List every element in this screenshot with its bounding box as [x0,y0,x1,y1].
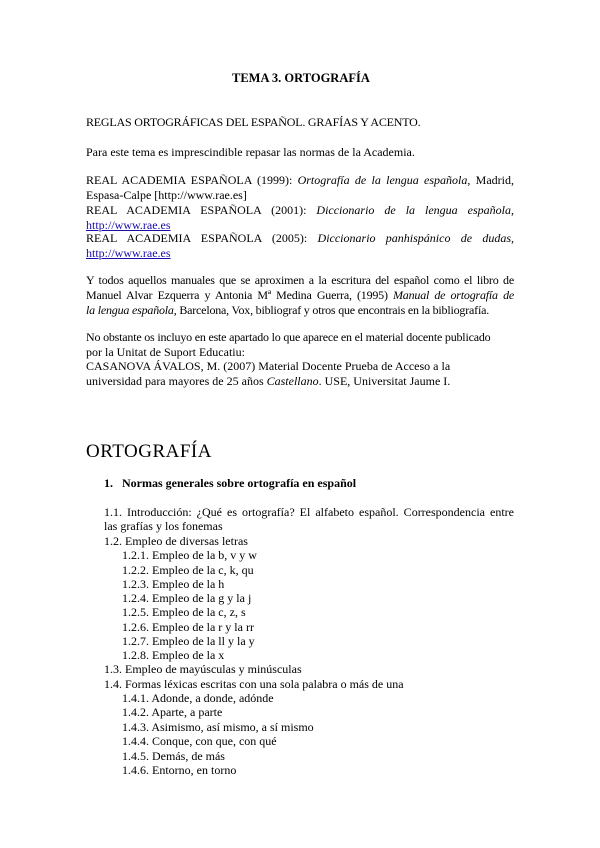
outline-item-1-4-4: 1.4.4. Conque, con que, con qué [122,734,277,748]
reference-2-line-1: REAL ACADEMIA ESPAÑOLA (2001): Diccionario de la lengua española, [86,203,514,217]
outline-item-1-2: 1.2. Empleo de diversas letras [104,534,248,548]
reference-1-line-2: Espasa-Calpe [http://www.rae.es] [86,188,247,202]
note-line-2: por la Unitat de Suport Educatiu: [86,345,245,359]
reference-3-link[interactable]: http://www.rae.es [86,246,171,260]
outline-item-1-4-3: 1.4.3. Asimismo, así mismo, a sí mismo [122,720,314,734]
outline-item-1-2-4: 1.2.4. Empleo de la g y la j [122,591,252,605]
reference-3-line-1: REAL ACADEMIA ESPAÑOLA (2005): Diccionario panhispánico de dudas, [86,231,514,245]
outline-item-1-2-2: 1.2.2. Empleo de la c, k, qu [122,563,254,577]
outline-item-1-1-cont: las grafías y los fonemas [104,519,223,533]
intro-paragraph: Para este tema es imprescindible repasar las normas de la Academia. [86,145,415,159]
outline-item-1-2-3: 1.2.3. Empleo de la h [122,577,225,591]
section-heading: ORTOGRAFÍA [86,441,212,462]
manuals-line-2: Manuel Alvar Ezquerra y Antonia Mª Medina Guerra, (1995) Manual de ortografía de [86,288,515,302]
note-line-3: CASANOVA ÁVALOS, M. (2007) Material Docente Prueba de Acceso a la [86,359,451,373]
outline-item-1-4-1: 1.4.1. Adonde, a donde, adónde [122,691,274,705]
outline-item-1-3: 1.3. Empleo de mayúsculas y minúsculas [104,662,302,676]
outline-item-1-2-6: 1.2.6. Empleo de la r y la rr [122,620,254,634]
outline-item-1-2-5: 1.2.5. Empleo de la c, z, s [122,605,246,619]
outline-item-1-4: 1.4. Formas léxicas escritas con una sola palabra o más de una [104,677,404,691]
reference-2-link[interactable]: http://www.rae.es [86,218,171,232]
page-title: TEMA 3. ORTOGRAFÍA [232,71,370,85]
note-line-4: universidad para mayores de 25 años Castellano. USE, Universitat Jaume I. [86,374,451,388]
subtitle: REGLAS ORTOGRÁFICAS DEL ESPAÑOL. GRAFÍAS Y ACENTO. [86,115,421,129]
section-1-number: 1. [104,476,113,490]
outline-item-1-2-7: 1.2.7. Empleo de la ll y la y [122,634,255,648]
manuals-line-1: Y todos aquellos manuales que se aproximen a la escritura del español como el libro de [86,273,514,287]
reference-1-line-1: REAL ACADEMIA ESPAÑOLA (1999): Ortografía de la lengua española, Madrid, [86,173,514,187]
outline-item-1-2-8: 1.2.8. Empleo de la x [122,648,225,662]
outline-item-1-4-2: 1.4.2. Aparte, a parte [122,705,223,719]
outline-item-1-4-6: 1.4.6. Entorno, en torno [122,763,237,777]
note-line-1: No obstante os incluyo en este apartado lo que aparece en el material docente publicado [86,330,491,344]
outline-item-1-1: 1.1. Introducción: ¿Qué es ortografía? El alfabeto español. Correspondencia entre [104,505,514,519]
manuals-line-3: la lengua española, Barcelona, Vox, bibliograf y otros que encontrais en la bibliografía. [86,303,490,317]
outline-item-1-4-5: 1.4.5. Demás, de más [122,749,225,763]
section-1-title: Normas generales sobre ortografía en español [122,476,357,490]
outline-item-1-2-1: 1.2.1. Empleo de la b, v y w [122,548,257,562]
